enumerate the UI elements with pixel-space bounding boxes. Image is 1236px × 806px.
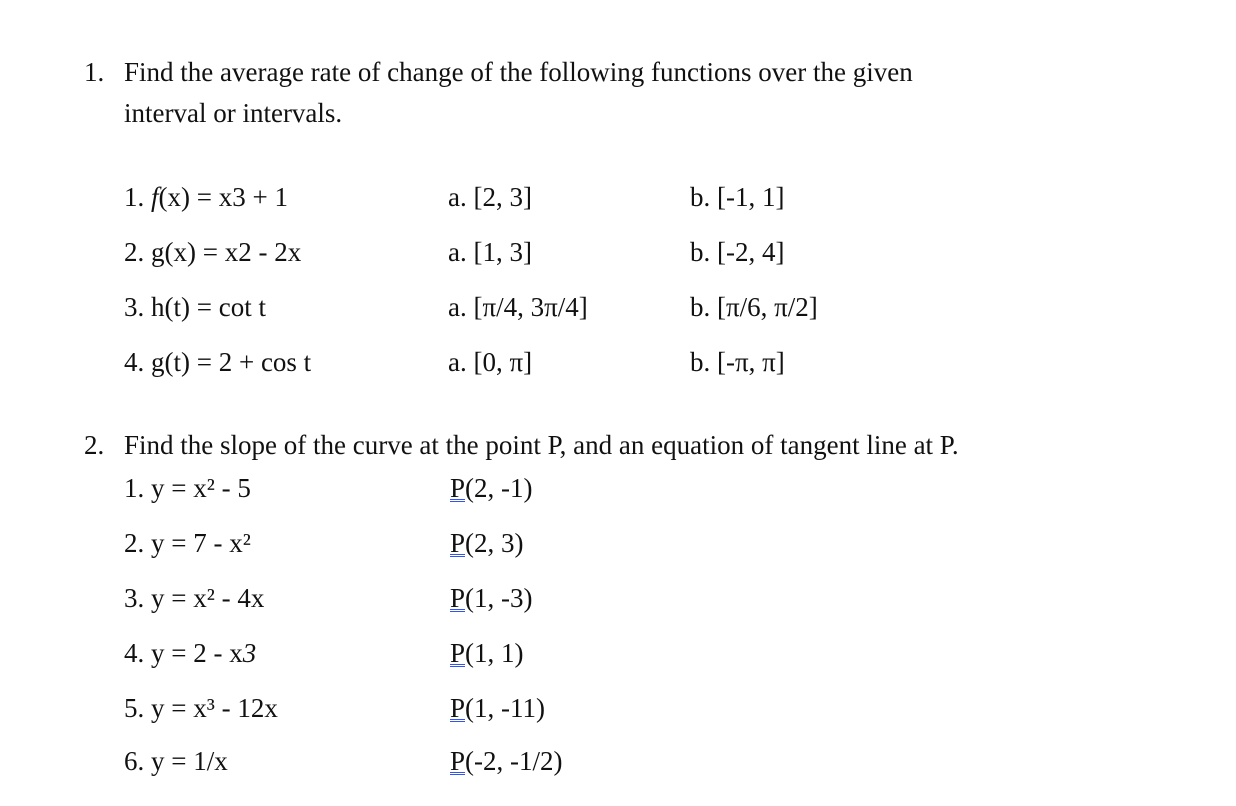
point-coords: (1, -3) [465,583,533,613]
q1-item-2-function [124,236,301,268]
q1-item-3-interval-a: a. [π/4, 3π/4] [448,292,588,322]
q2-number: 2. [84,430,105,460]
q1-item-4-interval-b: b. [-π, π] [690,347,785,377]
q2-item-eq: y = x³ - 12x [151,693,278,723]
q2-item-6-equation [124,745,228,777]
q1-item-2-interval-b: b. [-2, 4] [690,237,785,267]
q2-item-num: 2. [124,528,145,558]
q2-item-5-point [450,692,545,724]
q2-item-num: 1. [124,473,145,503]
q1-item-4-interval-a: a. [0, π] [448,347,533,377]
q1-item-2-interval-a: a. [1, 3] [448,237,532,267]
point-letter: P [450,746,466,776]
q1-item-3-interval-b: b. [π/6, π/2] [690,292,818,322]
point-letter: P [450,693,466,723]
q2-text-line1: Find the slope of the curve at the point P, and an equation of tangent line at P. [124,430,959,460]
point-coords: (1, 1) [465,638,524,668]
point-coords: (2, -1) [465,473,533,503]
q2-item-eq: y = 7 - x² [151,528,251,558]
q1-item-1-interval-b: b. [-1, 1] [690,182,785,212]
q2-item-eq: y = 1/x [151,746,228,776]
q2-item-4-point [450,637,524,669]
q1-item-1-function [124,181,288,213]
q2-item-eq-italic: 3 [242,638,257,668]
q2-item-5-equation [124,692,278,724]
q1-item-func: h(t) = cot t [151,292,266,322]
q1-item-fname: f [151,182,159,212]
q2-item-num: 5. [124,693,145,723]
point-letter: P [450,583,466,613]
q1-item-num: 2. [124,237,145,267]
q1-item-1-interval-a: a. [2, 3] [448,182,532,212]
q1-item-func: g(x) = x2 - 2x [151,237,302,267]
q2-item-eq: y = x² - 4x [151,583,265,613]
q2-item-6-point [450,745,563,777]
q2-item-1-equation [124,472,251,504]
q1-item-func: g(t) = 2 + cos t [151,347,312,377]
point-letter: P [450,638,466,668]
q2-item-num: 3. [124,583,145,613]
point-coords: (-2, -1/2) [465,746,563,776]
q2-item-1-point [450,472,533,504]
q2-item-eq: y = 2 - x [151,638,243,668]
q1-item-num: 1. [124,182,145,212]
q1-text-line2: interval or intervals. [124,98,343,128]
q2-item-4-equation [124,637,256,669]
q2-item-3-equation [124,582,264,614]
q1-item-3-function [124,291,266,323]
point-letter: P [450,528,466,558]
q2-item-2-point [450,527,524,559]
q1-text-line1: Find the average rate of change of the following functions over the given [124,57,913,87]
point-coords: (1, -11) [465,693,546,723]
q2-item-2-equation [124,527,251,559]
point-letter: P [450,473,466,503]
point-coords: (2, 3) [465,528,524,558]
q2-item-eq: y = x² - 5 [151,473,251,503]
q1-number: 1. [84,57,105,87]
q1-item-func: (x) = x3 + 1 [158,182,288,212]
q2-item-num: 4. [124,638,145,668]
q1-item-num: 3. [124,292,145,322]
q2-item-num: 6. [124,746,145,776]
q1-item-4-function [124,346,311,378]
q2-item-3-point [450,582,533,614]
q1-item-num: 4. [124,347,145,377]
